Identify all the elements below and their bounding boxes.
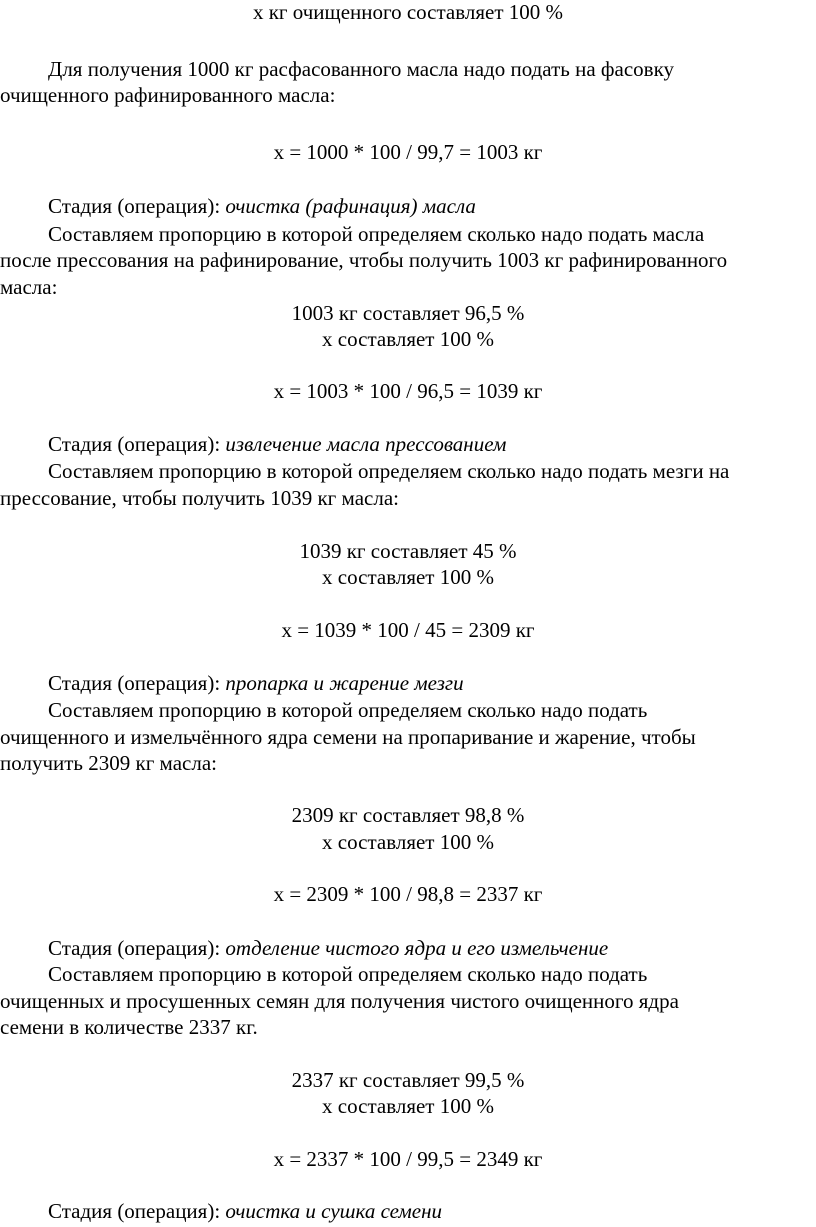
formula-line: х = 1003 * 100 / 96,5 = 1039 кг	[273, 379, 543, 403]
stage-label: Стадия (операция):	[48, 671, 226, 695]
stage-heading	[48, 434, 506, 455]
stage-name: отделение чистого ядра и его измельчение	[225, 936, 609, 960]
formula-line: х = 1039 * 100 / 45 = 2309 кг	[281, 618, 535, 642]
stage-label: Стадия (операция):	[48, 194, 226, 218]
proportion-line: 2309 кг составляет 98,8 %	[291, 803, 525, 827]
stage-heading	[48, 1201, 442, 1222]
proportion-line: х составляет 100 %	[322, 565, 494, 589]
proportion-line: х кг очищенного составляет 100 %	[252, 0, 564, 24]
proportion-line: 1039 кг составляет 45 %	[299, 539, 517, 563]
proportion-line: х составляет 100 %	[322, 1094, 494, 1118]
formula-line: х = 2337 * 100 / 99,5 = 2349 кг	[273, 1147, 543, 1171]
proportion-line: х составляет 100 %	[322, 830, 494, 854]
proportion-line: х составляет 100 %	[322, 327, 494, 351]
paragraph-line: Для получения 1000 кг расфасованного масла надо подать на фасовку	[48, 57, 674, 81]
stage-name: очистка (рафинация) масла	[225, 194, 476, 218]
proportion-line: 1003 кг составляет 96,5 %	[291, 301, 525, 325]
paragraph-line: очищенного рафинированного масла:	[0, 83, 336, 107]
proportion-line: 2337 кг составляет 99,5 %	[291, 1068, 525, 1092]
paragraph-line: Составляем пропорцию в которой определяем сколько надо подать	[48, 698, 648, 722]
paragraph-line: семени в количестве 2337 кг.	[0, 1015, 258, 1039]
formula-line: х = 2309 * 100 / 98,8 = 2337 кг	[273, 882, 543, 906]
formula-line: х = 1000 * 100 / 99,7 = 1003 кг	[273, 140, 543, 164]
stage-label: Стадия (операция):	[48, 936, 226, 960]
stage-name: очистка и сушка семени	[225, 1199, 443, 1223]
stage-heading	[48, 938, 608, 959]
paragraph-line: прессование, чтобы получить 1039 кг масла:	[0, 486, 399, 510]
stage-label: Стадия (операция):	[48, 432, 226, 456]
paragraph-line: после прессования на рафинирование, чтобы получить 1003 кг рафинированного	[0, 248, 728, 272]
stage-name: пропарка и жарение мезги	[225, 671, 464, 695]
paragraph-line: Составляем пропорцию в которой определяем сколько надо подать масла	[48, 222, 705, 246]
paragraph-line: Составляем пропорцию в которой определяем сколько надо подать мезги на	[48, 459, 730, 483]
stage-heading	[48, 673, 464, 694]
paragraph-line: очищенного и измельчённого ядра семени на пропаривание и жарение, чтобы	[0, 725, 696, 749]
paragraph-line: очищенных и просушенных семян для получения чистого очищенного ядра	[0, 989, 679, 1013]
paragraph-line: получить 2309 кг масла:	[0, 751, 217, 775]
stage-label: Стадия (операция):	[48, 1199, 226, 1223]
stage-name: извлечение масла прессованием	[225, 432, 507, 456]
paragraph-line: масла:	[0, 275, 58, 299]
paragraph-line: Составляем пропорцию в которой определяем сколько надо подать	[48, 962, 648, 986]
stage-heading	[48, 196, 476, 217]
